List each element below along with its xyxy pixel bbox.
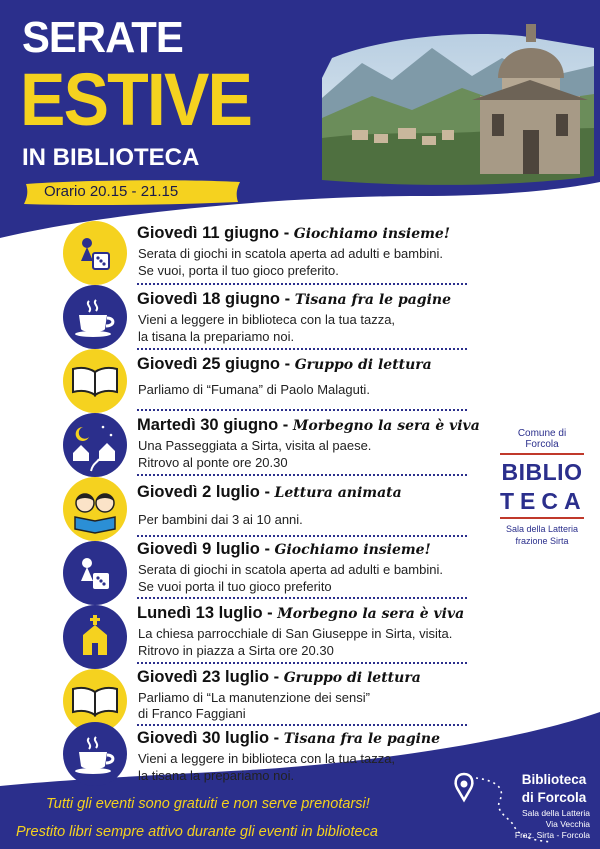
title-serate: SERATE	[22, 13, 183, 62]
event-desc: Ritrovo al ponte ore 20.30	[138, 455, 288, 470]
event-desc: Per bambini dai 3 ai 10 anni.	[138, 512, 303, 527]
event-desc: di Franco Faggiani	[138, 706, 246, 721]
event-desc: Vieni a leggere in biblioteca con la tua tazza,	[138, 751, 396, 766]
event-desc: Una Passeggiata a Sirta, visita al paese.	[138, 438, 372, 453]
event-title: Giovedì 30 luglio - Tisana fra le pagine	[137, 729, 441, 747]
address-line: Via Vecchia	[545, 819, 590, 829]
kids-reading-icon	[63, 477, 127, 541]
tea-cup-icon	[63, 722, 127, 786]
location-name: Biblioteca	[521, 772, 587, 787]
logo-sala-line: frazione Sirta	[515, 536, 569, 546]
footer-free-events: Tutti gli eventi sono gratuiti e non serve prenotarsi!	[46, 796, 370, 812]
separator	[137, 348, 467, 350]
footer-book-loan: Prestito libri sempre attivo durante gli eventi in biblioteca	[16, 824, 378, 840]
event-desc: la tisana la prepariamo noi.	[138, 768, 295, 783]
event-title: Giovedì 11 giugno - Giochiamo insieme!	[137, 224, 450, 242]
separator	[137, 662, 467, 664]
separator	[137, 283, 467, 285]
address-line: Sala della Latteria	[521, 808, 590, 818]
event-desc: Parliamo di “Fumana” di Paolo Malaguti.	[138, 382, 370, 397]
biblioteca-logo	[500, 428, 587, 547]
logo-comune: Comune di Forcola	[500, 428, 584, 455]
event-desc: La chiesa parrocchiale di San Giuseppe in Sirta, visita.	[138, 626, 453, 641]
logo-sala-line: Sala della Latteria	[505, 524, 579, 534]
event-title: Giovedì 18 giugno - Tisana fra le pagine	[137, 290, 451, 308]
church-landscape-image	[322, 18, 594, 188]
night-village-icon	[63, 413, 127, 477]
event-desc: la tisana la prepariamo noi.	[138, 329, 295, 344]
separator	[137, 535, 467, 537]
location-name: di Forcola	[521, 790, 587, 805]
board-game-icon	[63, 541, 127, 605]
event-desc: Vieni a leggere in biblioteca con la tua tazza,	[138, 312, 396, 327]
logo-teca: TECA	[500, 488, 584, 519]
orario-badge	[22, 178, 242, 206]
church-icon	[63, 605, 127, 669]
separator	[137, 597, 467, 599]
tea-cup-icon	[63, 285, 127, 349]
event-title: Giovedì 2 luglio - Lettura animata	[137, 483, 402, 501]
open-book-icon	[63, 349, 127, 413]
event-desc: Ritrovo in piazza a Sirta ore 20.30	[138, 643, 334, 658]
board-game-icon	[63, 221, 127, 285]
location-address	[500, 808, 600, 841]
event-title: Lunedì 13 luglio - Morbegno la sera è viva	[137, 604, 465, 622]
event-desc: Serata di giochi in scatola aperta ad adulti e bambini.	[138, 246, 443, 261]
separator	[137, 409, 467, 411]
address-line: Fraz. Sirta - Forcola	[514, 830, 590, 840]
separator	[137, 724, 467, 726]
separator	[137, 474, 467, 476]
event-title: Giovedì 23 luglio - Gruppo di lettura	[137, 668, 421, 686]
logo-biblio: BIBLIO	[501, 459, 583, 485]
event-desc: Se vuoi porta il tuo gioco preferito	[138, 579, 332, 594]
logo-sala	[500, 523, 584, 547]
event-title: Giovedì 25 giugno - Gruppo di lettura	[137, 355, 432, 373]
event-title: Martedì 30 giugno - Morbegno la sera è viva	[137, 416, 480, 434]
title-estive: ESTIVE	[20, 58, 252, 141]
event-desc: Se vuoi, porta il tuo gioco preferito.	[138, 263, 339, 278]
event-desc: Serata di giochi in scatola aperta ad adulti e bambini.	[138, 562, 443, 577]
orario-text: Orario 20.15 - 21.15	[44, 183, 179, 200]
event-title: Giovedì 9 luglio - Giochiamo insieme!	[137, 540, 431, 558]
title-in-biblioteca: IN BIBLIOTECA	[22, 144, 200, 171]
event-desc: Parliamo di “La manutenzione dei sensi”	[138, 690, 370, 705]
